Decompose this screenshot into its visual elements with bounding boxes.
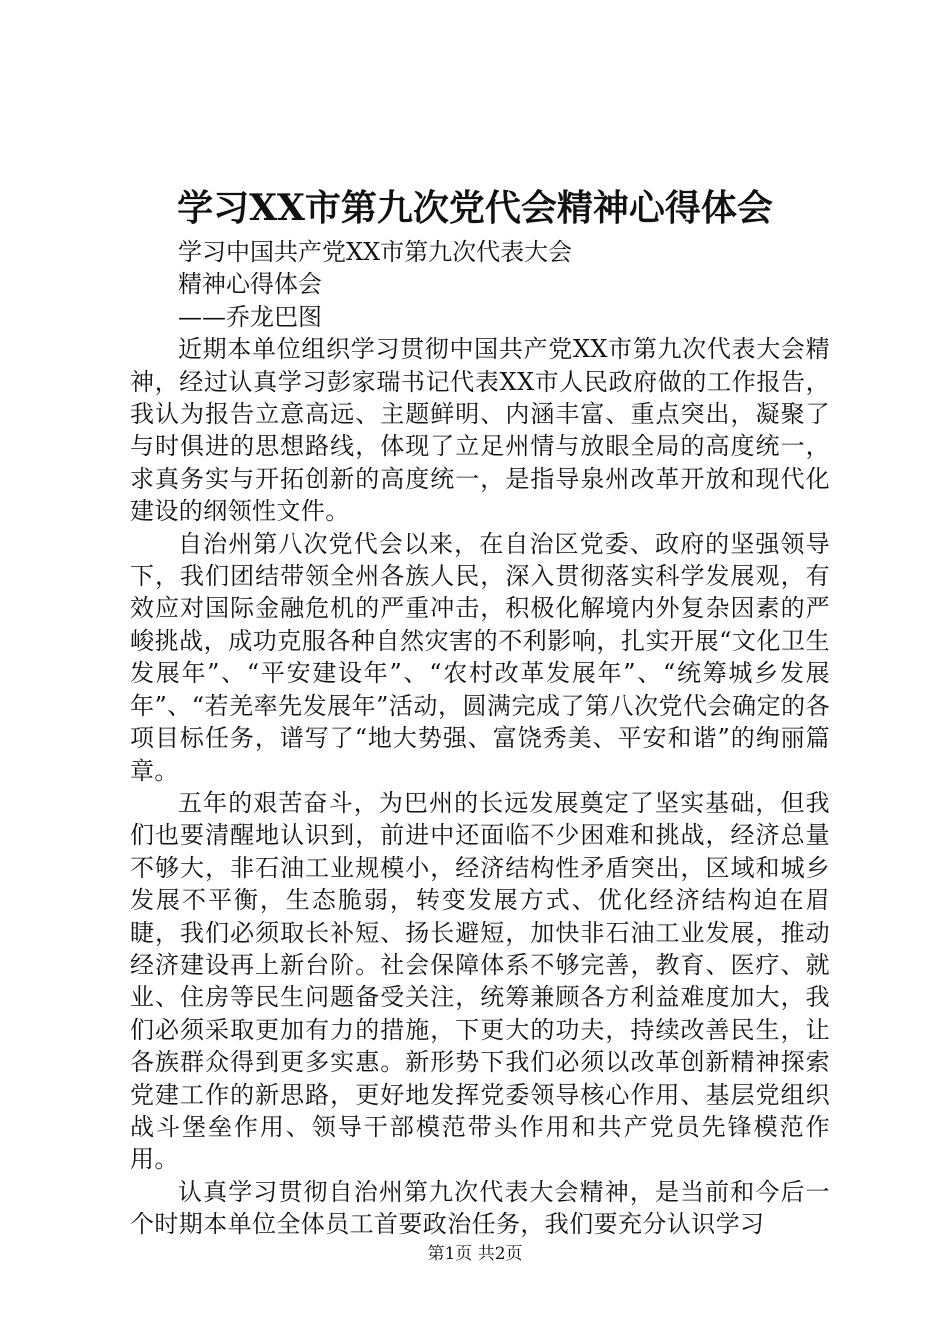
paragraph-1: 近期本单位组织学习贯彻中国共产党XX市第九次代表大会精神，经过认真学习彭家瑞书记代表XX市人民政府做的工作报告，我认为报告立意高远、主题鲜明、内涵丰富、重点突出，凝聚了与时俱进的思想路线，体现了立足州情与放眼全局的高度统一，求真务实与开拓创新的高度统一，是指导泉州改革开放和现代化建设的纲领性文件。 [130,335,830,526]
paragraph-3: 五年的艰苦奋斗，为巴州的长远发展奠定了坚实基础，但我们也要清醒地认识到，前进中还面临不少困难和挑战，经济总量不够大，非石油工业规模小，经济结构性矛盾突出，区域和城乡发展不平衡，生态脆弱，转变发展方式、优化经济结构迫在眉睫，我们必须取长补短、扬长避短，加快非石油工业发展，推动经济建设再上新台阶。社会保障体系不够完善，教育、医疗、就业、住房等民生问题备受关注，统筹兼顾各方利益难度加大，我们必须采取更加有力的措施，下更大的功夫，持续改善民生，让各族群众得到更多实惠。新形势下我们必须以改革创新精神探索党建工作的新思路，更好地发挥党委领导核心作用、基层党组织战斗堡垒作用、领导干部模范带头作用和共产党员先锋模范作用。 [130,788,830,1174]
document-title: 学习XX市第九次党代会精神心得体会 [177,187,773,229]
subtitle-line-2: 精神心得体会 [178,270,322,299]
author-line: ——乔龙巴图 [178,302,322,331]
subtitle-line-1: 学习中国共产党XX市第九次代表大会 [178,238,573,266]
paragraph-2: 自治州第八次党代会以来，在自治区党委、政府的坚强领导下，我们团结带领全州各族人民，深入贯彻落实科学发展观，有效应对国际金融危机的严重冲击，积极化解境内外复杂因素的严峻挑战，成功克服各种自然灾害的不利影响，扎实开展“文化卫生发展年”、“平安建设年”、“农村改革发展年”、“统筹城乡发展年”、“若羌率先发展年”活动，圆满完成了第八次党代会确定的各项目标任务，谱写了“地大势强、富饶秀美、平安和谐”的绚丽篇章。 [130,529,830,785]
document-body [130,236,830,1241]
page-footer: 第1页 共2页 [427,1244,523,1264]
paragraph-4: 认真学习贯彻自治州第九次代表大会精神，是当前和今后一个时期本单位全体员工首要政治任务，我们要充分认识学习 [130,1177,830,1239]
